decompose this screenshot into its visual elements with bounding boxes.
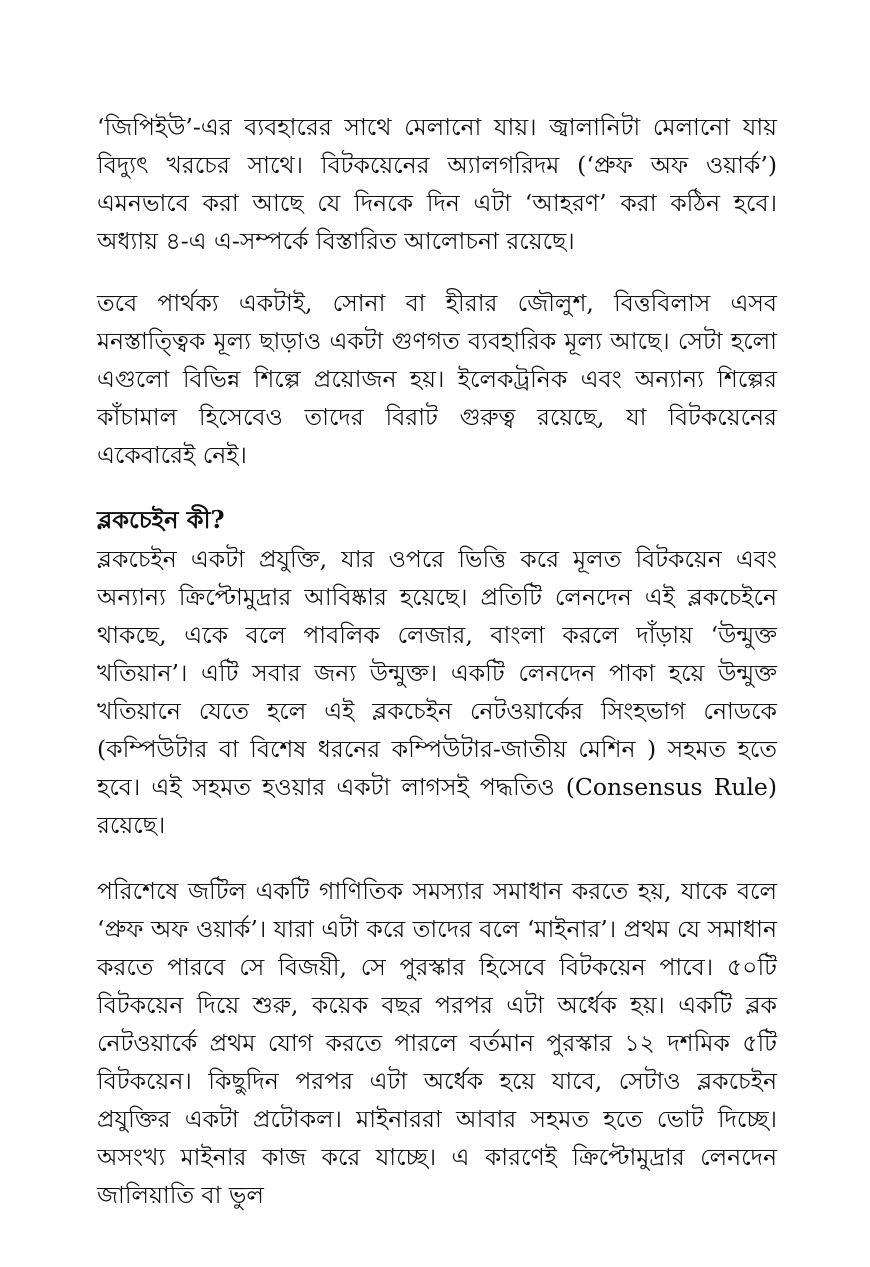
document-page bbox=[97, 108, 777, 1214]
paragraph-gpu-mining: ‘জিপিইউ’-এর ব্যবহারের সাথে মেলানো যায়। জ্বালানিটা মেলানো যায় বিদ্যুৎ খরচের সাথে। বিটকয়েনের অ্যালগরিদম (‘প্রুফ অফ ওয়ার্ক’) এমনভাবে করা আছে যে দিনকে দিন এটা ‘আহরণ’ করা কঠিন হবে। অধ্যায় ৪-এ এ-সম্পর্কে বিস্তারিত আলোচনা রয়েছে। bbox=[97, 113, 777, 255]
paragraph-gold-comparison: তবে পার্থক্য একটাই, সোনা বা হীরার জৌলুশ, বিত্তবিলাস এসব মনস্তাত্ত্বিক মূল্য ছাড়াও একটা গুণগত ব্যবহারিক মূল্য আছে। সেটা হলো এগুলো বিভিন্ন শিল্পে প্রয়োজন হয়। ইলেকট্রনিক এবং অন্যান্য শিল্পের কাঁচামাল হিসেবেও তাদের বিরাট গুরুত্ব রয়েছে, যা বিটকয়েনের একেবারেই নেই। bbox=[97, 289, 777, 469]
paragraph-proof-of-work: পরিশেষে জটিল একটি গাণিতিক সমস্যার সমাধান করতে হয়, যাকে বলে ‘প্রুফ অফ ওয়ার্ক’। যারা এটা করে তাদের বলে ‘মাইনার’। প্রথম যে সমাধান করতে পারবে সে বিজয়ী, সে পুরস্কার হিসেবে বিটকয়েন পাবে। ৫০টি বিটকয়েন দিয়ে শুরু, কয়েক বছর পরপর এটা অর্ধেক হয়। একটি ব্লক নেটওয়ার্কে প্রথম যোগ করতে পারলে বর্তমান পুরস্কার ১২ দশমিক ৫টি বিটকয়েন। কিছুদিন পরপর এটা অর্ধেক হয়ে যাবে, সেটাও ব্লকচেইন প্রযুক্তির একটা প্রটোকল। মাইনাররা আবার সহমত হতে ভোট দিচ্ছে। অসংখ্য মাইনার কাজ করে যাচ্ছে। এ কারণেই ক্রিপ্টোমুদ্রার লেনদেন জালিয়াতি বা ভুল bbox=[97, 877, 777, 1209]
paragraph-blockchain-definition: ব্লকচেইন একটা প্রযুক্তি, যার ওপরে ভিত্তি করে মূলত বিটকয়েন এবং অন্যান্য ক্রিপ্টোমুদ্রার আবিষ্কার হয়েছে। প্রতিটি লেনদেন এই ব্লকচেইনে থাকছে, একে বলে পাবলিক লেজার, বাংলা করলে দাঁড়ায় ‘উন্মুক্ত খতিয়ান’। এটি সবার জন্য উন্মুক্ত। একটি লেনদেন পাকা হয়ে উন্মুক্ত খতিয়ানে যেতে হলে এই ব্লকচেইন নেটওয়ার্কের সিংহভাগ নোডকে (কম্পিউটার বা বিশেষ ধরনের কম্পিউটার-জাতীয় মেশিন ) সহমত হতে হবে। এই সহমত হওয়ার একটা লাগসই পদ্ধতিও (Consensus Rule) রয়েছে। bbox=[97, 545, 777, 839]
section-heading-blockchain: ব্লকচেইন কী? bbox=[97, 505, 225, 534]
